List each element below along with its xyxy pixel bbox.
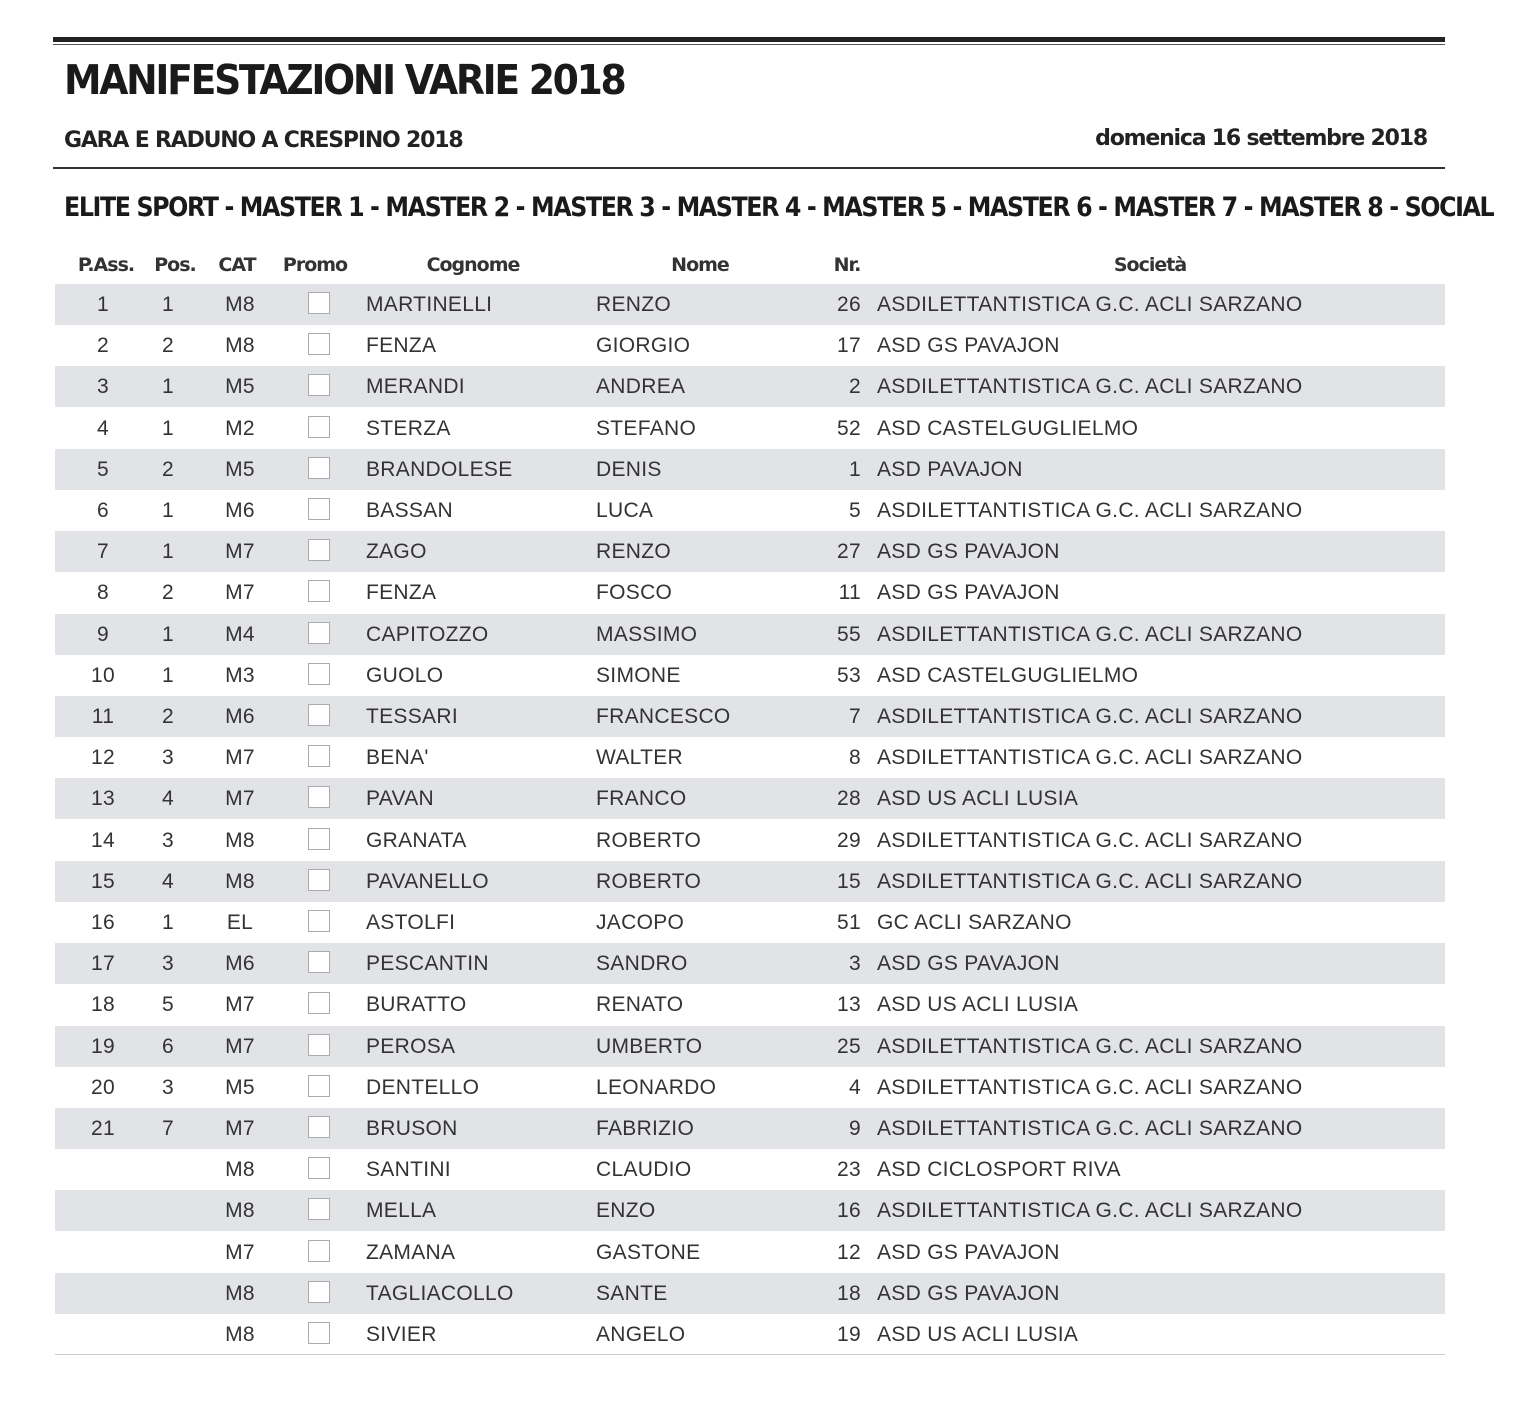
cell-societa: ASDILETTANTISTICA G.C. ACLI SARZANO [877, 746, 1303, 770]
cell-nome: ENZO [596, 1199, 656, 1223]
promo-checkbox[interactable] [308, 374, 330, 396]
cell-cat: M6 [225, 705, 255, 728]
cell-cat: M8 [225, 1158, 255, 1182]
cell-societa: ASD GS PAVAJON [877, 334, 1060, 358]
table-row [55, 1314, 1445, 1355]
table-row [55, 284, 1445, 325]
cell-pos: 1 [162, 622, 174, 646]
cell-nome: FOSCO [596, 581, 673, 605]
cell-nr: 51 [837, 911, 861, 934]
promo-checkbox[interactable] [308, 992, 330, 1014]
table-row [55, 820, 1445, 861]
cell-societa: ASDILETTANTISTICA G.C. ACLI SARZANO [877, 1199, 1303, 1223]
cell-nr: 3 [849, 952, 861, 976]
promo-checkbox[interactable] [308, 951, 330, 973]
promo-checkbox[interactable] [308, 498, 330, 520]
cell-pass: 11 [91, 705, 115, 728]
cell-nome: FABRIZIO [596, 1117, 695, 1140]
cell-cognome: PEROSA [366, 1034, 456, 1058]
cell-pass: 4 [97, 416, 109, 440]
table-row [55, 861, 1445, 902]
promo-checkbox[interactable] [308, 539, 330, 561]
cell-nome: JACOPO [596, 911, 685, 934]
table-row [55, 325, 1445, 366]
cell-nome: GASTONE [596, 1240, 701, 1264]
cell-nr: 23 [837, 1158, 861, 1182]
cell-nome: LEONARDO [596, 1075, 717, 1099]
cell-pos: 6 [162, 1034, 174, 1058]
cell-societa: ASDILETTANTISTICA G.C. ACLI SARZANO [877, 705, 1303, 728]
cell-societa: ASD CASTELGUGLIELMO [877, 416, 1139, 440]
cell-cognome: TESSARI [366, 705, 458, 728]
cell-pos: 2 [162, 705, 174, 728]
cell-pass: 17 [91, 952, 115, 976]
table-row [55, 1190, 1445, 1231]
table-row [55, 1067, 1445, 1108]
table-row [55, 366, 1445, 407]
promo-checkbox[interactable] [308, 1198, 330, 1220]
promo-checkbox[interactable] [308, 1075, 330, 1097]
cell-nome: GIORGIO [596, 334, 691, 358]
cell-nr: 19 [837, 1323, 861, 1346]
cell-nome: MASSIMO [596, 622, 698, 646]
cell-nome: ANGELO [596, 1323, 686, 1346]
table-row [55, 737, 1445, 778]
cell-societa: ASDILETTANTISTICA G.C. ACLI SARZANO [877, 622, 1303, 646]
cell-nome: SIMONE [596, 663, 681, 687]
cell-nr: 53 [837, 663, 861, 687]
cell-nome: UMBERTO [596, 1034, 703, 1058]
cell-cognome: BRUSON [366, 1117, 458, 1140]
cell-cognome: BRANDOLESE [366, 457, 513, 481]
promo-checkbox[interactable] [308, 1322, 330, 1344]
cell-nr: 55 [837, 622, 861, 646]
cell-nr: 29 [837, 828, 861, 852]
cell-cat: M8 [225, 1323, 255, 1346]
page-title: MANIFESTAZIONI VARIE 2018 [64, 56, 625, 104]
cell-pos: 1 [162, 911, 174, 934]
cell-cat: M2 [225, 416, 255, 440]
cell-nr: 15 [837, 869, 861, 893]
promo-checkbox[interactable] [308, 663, 330, 685]
cell-societa: ASD GS PAVAJON [877, 1240, 1060, 1264]
cell-pos: 2 [162, 581, 174, 605]
cell-pass: 3 [97, 375, 109, 399]
cell-nome: FRANCESCO [596, 705, 731, 728]
table-row [55, 408, 1445, 449]
table-row [55, 1232, 1445, 1273]
cell-pass: 2 [97, 334, 109, 358]
table-row [55, 1273, 1445, 1314]
cell-societa: ASDILETTANTISTICA G.C. ACLI SARZANO [877, 1075, 1303, 1099]
cell-pass: 15 [91, 869, 115, 893]
categories-heading: ELITE SPORT - MASTER 1 - MASTER 2 - MASTER 3 - MASTER 4 - MASTER 5 - MASTER 6 - MASTER 7 - MASTER 8 - SOCIAL [64, 192, 1494, 223]
cell-cat: M8 [225, 293, 255, 316]
header-cat: CAT [218, 254, 256, 276]
cell-cat: M8 [225, 869, 255, 893]
table-row [55, 778, 1445, 819]
table-row [55, 531, 1445, 572]
cell-societa: ASD CASTELGUGLIELMO [877, 663, 1139, 687]
cell-cat: M8 [225, 1199, 255, 1223]
promo-checkbox[interactable] [308, 1116, 330, 1138]
table-row [55, 614, 1445, 655]
cell-cat: M4 [225, 622, 255, 646]
cell-pos: 3 [162, 952, 174, 976]
table-row [55, 984, 1445, 1025]
promo-checkbox[interactable] [308, 580, 330, 602]
cell-cognome: PESCANTIN [366, 952, 489, 976]
promo-checkbox[interactable] [308, 416, 330, 438]
cell-pass: 18 [91, 993, 115, 1017]
cell-societa: ASDILETTANTISTICA G.C. ACLI SARZANO [877, 828, 1303, 852]
cell-societa: ASDILETTANTISTICA G.C. ACLI SARZANO [877, 375, 1303, 399]
cell-societa: ASD US ACLI LUSIA [877, 1323, 1079, 1346]
header-cognome: Cognome [426, 254, 520, 276]
table-row [55, 655, 1445, 696]
header-societa: Società [1113, 254, 1187, 276]
cell-nr: 27 [837, 540, 861, 564]
cell-societa: ASD US ACLI LUSIA [877, 993, 1079, 1017]
cell-pass: 20 [91, 1075, 115, 1099]
cell-pos: 1 [162, 499, 174, 522]
cell-pass: 10 [91, 663, 115, 687]
promo-checkbox[interactable] [308, 828, 330, 850]
cell-nome: ROBERTO [596, 828, 702, 852]
cell-cognome: CAPITOZZO [366, 622, 489, 646]
cell-cat: M5 [225, 457, 255, 481]
cell-nome: ANDREA [596, 375, 686, 399]
cell-societa: ASD GS PAVAJON [877, 1281, 1060, 1305]
cell-pos: 3 [162, 828, 174, 852]
cell-societa: ASDILETTANTISTICA G.C. ACLI SARZANO [877, 499, 1303, 522]
cell-nr: 13 [837, 993, 861, 1017]
cell-cat: M3 [225, 663, 255, 687]
promo-checkbox[interactable] [308, 1281, 330, 1303]
cell-pass: 19 [91, 1034, 115, 1058]
cell-cognome: ZAMANA [366, 1240, 456, 1264]
cell-cognome: DENTELLO [366, 1075, 480, 1099]
cell-pass: 1 [97, 293, 109, 316]
cell-nr: 2 [849, 375, 861, 399]
promo-checkbox[interactable] [308, 333, 330, 355]
cell-societa: ASDILETTANTISTICA G.C. ACLI SARZANO [877, 869, 1303, 893]
cell-cognome: PAVANELLO [366, 869, 489, 893]
cell-pass: 12 [91, 746, 115, 770]
cell-pass: 16 [91, 911, 115, 934]
cell-nome: RENZO [596, 540, 671, 564]
cell-cat: M6 [225, 952, 255, 976]
cell-pos: 3 [162, 746, 174, 770]
cell-nome: FRANCO [596, 787, 687, 811]
cell-cognome: SANTINI [366, 1158, 451, 1182]
cell-pos: 3 [162, 1075, 174, 1099]
cell-nome: DENIS [596, 457, 662, 481]
promo-checkbox[interactable] [308, 622, 330, 644]
promo-checkbox[interactable] [308, 786, 330, 808]
cell-cat: M8 [225, 1281, 255, 1305]
cell-societa: ASD GS PAVAJON [877, 540, 1060, 564]
cell-pass: 21 [91, 1117, 115, 1140]
table-row [55, 449, 1445, 490]
table-row [55, 1108, 1445, 1149]
cell-pass: 6 [97, 499, 109, 522]
cell-pos: 4 [162, 787, 174, 811]
cell-cat: M8 [225, 334, 255, 358]
promo-checkbox[interactable] [308, 1240, 330, 1262]
cell-nome: RENATO [596, 993, 684, 1017]
cell-pos: 4 [162, 869, 174, 893]
cell-societa: ASDILETTANTISTICA G.C. ACLI SARZANO [877, 1034, 1303, 1058]
cell-nr: 9 [849, 1117, 861, 1140]
cell-nr: 52 [837, 416, 861, 440]
event-date: domenica 16 settembre 2018 [1095, 126, 1427, 151]
promo-checkbox[interactable] [308, 1157, 330, 1179]
cell-cat: M7 [225, 993, 255, 1017]
cell-cat: M5 [225, 1075, 255, 1099]
cell-pos: 1 [162, 663, 174, 687]
cell-societa: ASDILETTANTISTICA G.C. ACLI SARZANO [877, 293, 1303, 316]
cell-cat: M8 [225, 828, 255, 852]
cell-pass: 7 [97, 540, 109, 564]
cell-cat: M5 [225, 375, 255, 399]
table-row [55, 490, 1445, 531]
promo-checkbox[interactable] [308, 704, 330, 726]
table-row [55, 696, 1445, 737]
header-nome: Nome [671, 254, 729, 276]
cell-pos: 1 [162, 540, 174, 564]
header-nr: Nr. [833, 254, 861, 276]
cell-cognome: MERANDI [366, 375, 465, 399]
cell-cognome: TAGLIACOLLO [366, 1281, 514, 1305]
bottom-rule [55, 1354, 1445, 1355]
cell-nome: SANDRO [596, 952, 688, 976]
cell-cat: M7 [225, 581, 255, 605]
cell-cognome: ASTOLFI [366, 911, 456, 934]
cell-nome: LUCA [596, 499, 654, 522]
cell-societa: ASD US ACLI LUSIA [877, 787, 1079, 811]
cell-cat: M7 [225, 1240, 255, 1264]
cell-nome: SANTE [596, 1281, 668, 1305]
cell-cognome: GUOLO [366, 663, 444, 687]
cell-societa: ASD GS PAVAJON [877, 581, 1060, 605]
table-row [55, 943, 1445, 984]
cell-pos: 1 [162, 416, 174, 440]
cell-nome: STEFANO [596, 416, 697, 440]
promo-checkbox[interactable] [308, 457, 330, 479]
cell-societa: ASD GS PAVAJON [877, 952, 1060, 976]
table-row [55, 1149, 1445, 1190]
cell-cognome: FENZA [366, 581, 437, 605]
cell-societa: GC ACLI SARZANO [877, 911, 1072, 934]
header-promo: Promo [282, 254, 348, 276]
promo-checkbox[interactable] [308, 745, 330, 767]
cell-nr: 12 [837, 1240, 861, 1264]
cell-societa: ASDILETTANTISTICA G.C. ACLI SARZANO [877, 1117, 1303, 1140]
cell-nr: 1 [849, 457, 861, 481]
cell-nr: 18 [837, 1281, 861, 1305]
cell-nr: 4 [849, 1075, 861, 1099]
cell-nome: WALTER [596, 746, 683, 770]
cell-cognome: ZAGO [366, 540, 427, 564]
cell-nr: 16 [837, 1199, 861, 1223]
cell-nr: 25 [837, 1034, 861, 1058]
cell-cat: M7 [225, 1117, 255, 1140]
header-pass: P.Ass. [77, 254, 135, 276]
cell-pass: 8 [97, 581, 109, 605]
cell-cat: M7 [225, 540, 255, 564]
cell-cognome: FENZA [366, 334, 437, 358]
cell-nr: 8 [849, 746, 861, 770]
cell-pos: 2 [162, 334, 174, 358]
table-row [55, 1026, 1445, 1067]
cell-nome: RENZO [596, 293, 671, 316]
cell-pass: 14 [91, 828, 115, 852]
cell-cat: M7 [225, 1034, 255, 1058]
cell-cognome: STERZA [366, 416, 451, 440]
cell-cat: M7 [225, 746, 255, 770]
cell-nr: 17 [837, 334, 861, 358]
promo-checkbox[interactable] [308, 869, 330, 891]
cell-nr: 5 [849, 499, 861, 522]
cell-pos: 7 [162, 1117, 174, 1140]
cell-nome: CLAUDIO [596, 1158, 692, 1182]
cell-cat: EL [226, 911, 254, 934]
cell-nr: 28 [837, 787, 861, 811]
cell-pos: 1 [162, 293, 174, 316]
cell-nr: 26 [837, 293, 861, 316]
cell-nr: 11 [838, 581, 861, 605]
cell-nome: ROBERTO [596, 869, 702, 893]
cell-cognome: BURATTO [366, 993, 467, 1017]
cell-cat: M6 [225, 499, 255, 522]
cell-cognome: GRANATA [366, 828, 467, 852]
cell-pos: 2 [162, 457, 174, 481]
cell-cognome: BASSAN [366, 499, 453, 522]
cell-pass: 5 [97, 457, 109, 481]
cell-societa: ASD CICLOSPORT RIVA [877, 1158, 1121, 1182]
promo-checkbox[interactable] [308, 1034, 330, 1056]
cell-cat: M7 [225, 787, 255, 811]
cell-pos: 1 [162, 375, 174, 399]
cell-cognome: SIVIER [366, 1323, 437, 1346]
cell-pass: 9 [97, 622, 109, 646]
cell-nr: 7 [849, 705, 861, 728]
promo-checkbox[interactable] [308, 910, 330, 932]
cell-pass: 13 [91, 787, 115, 811]
cell-cognome: MELLA [366, 1199, 437, 1223]
cell-pos: 5 [162, 993, 174, 1017]
table-row [55, 902, 1445, 943]
table-row [55, 572, 1445, 613]
promo-checkbox[interactable] [308, 292, 330, 314]
event-subtitle: GARA E RADUNO A CRESPINO 2018 [64, 128, 463, 153]
cell-cognome: PAVAN [366, 787, 435, 811]
cell-societa: ASD PAVAJON [877, 457, 1023, 481]
cell-cognome: MARTINELLI [366, 293, 493, 316]
cell-cognome: BENA' [366, 746, 429, 770]
header-pos: Pos. [154, 254, 196, 276]
